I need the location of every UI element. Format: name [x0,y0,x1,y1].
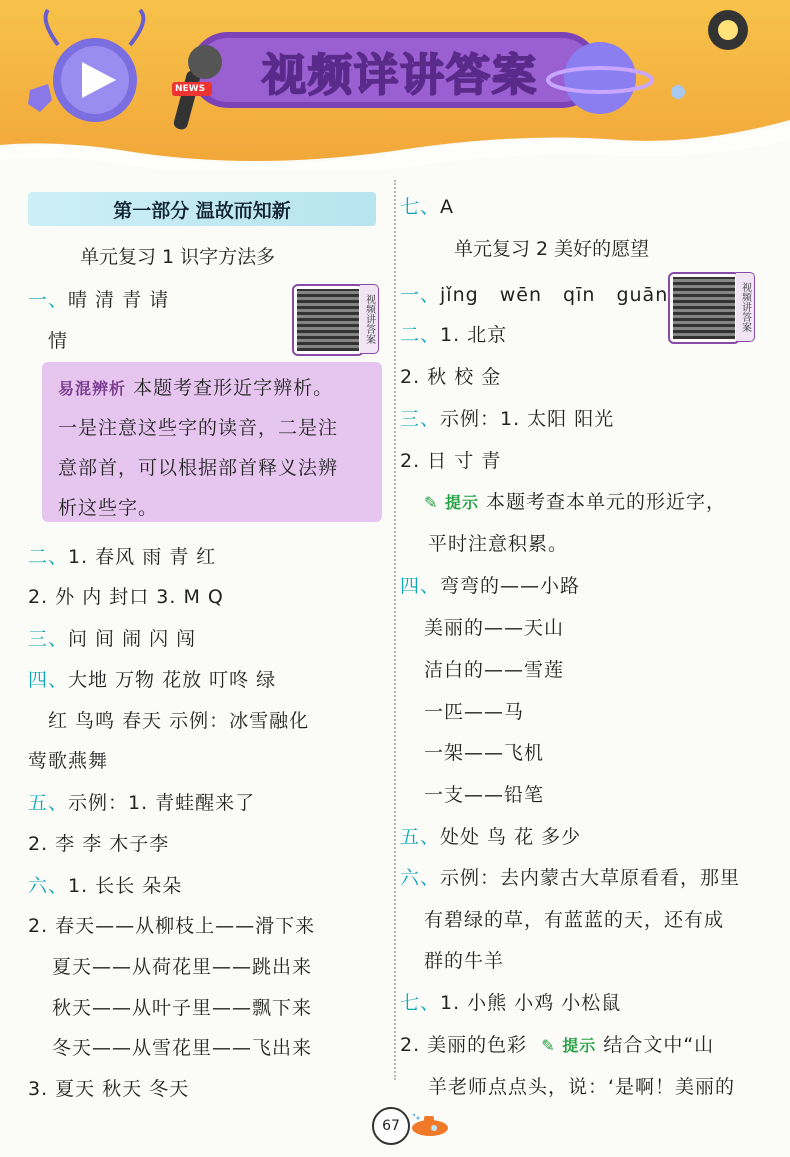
r-q4-e: 一架——飞机 [424,742,545,764]
tip-line-1 [58,373,333,400]
q5-line [28,788,255,815]
q6-d: 秋天——从叶子里——飘下来 [52,997,313,1019]
r-q1-number: 一、 [400,284,441,306]
q2-number: 二、 [28,546,69,568]
prev-q7-line [400,192,454,219]
hint1-label-text: 提示 [444,493,479,512]
r-q4-answer: 弯弯的——小路 [440,575,581,597]
q2-answer: 1. 春风 雨 青 红 [68,546,217,568]
r-q5-answer: 处处 鸟 花 多少 [440,826,582,848]
q4-number: 四、 [28,669,69,691]
r-q3-line [400,404,614,431]
q1-cont: 情 [48,330,69,352]
qr-caption-left: 视频讲答案 [360,284,379,354]
hint2-label: ✎ 提示 [541,1036,597,1055]
tip-line-3: 意部首，可以根据部首释义法辨 [58,457,339,479]
unit-title-2: 单元复习 2 美好的愿望 [454,238,650,260]
r-q6-line [400,863,740,890]
r-q6-number: 六、 [400,867,441,889]
r-q3-number: 三、 [400,408,441,430]
r-q4-c: 洁白的——雪莲 [424,659,565,681]
r-q7-answer: 1. 小熊 小鸡 小松鼠 [440,992,622,1014]
q4-answer: 大地 万物 花放 叮咚 绿 [68,669,277,691]
unit-title-1: 单元复习 1 识字方法多 [80,246,276,268]
r-q2-answer: 1. 北京 [440,324,508,346]
submarine-icon [406,1112,450,1138]
r-q5-number: 五、 [400,826,441,848]
q2-line [28,542,216,569]
section-title: 第一部分 温故而知新 [28,192,376,226]
qr-pattern [673,277,735,339]
tip-text-1: 本题考查形近字辨析。 [133,377,334,399]
q4-line [28,665,276,692]
page-number: 67 [372,1107,410,1145]
r-q6-c: 群的牛羊 [424,950,505,972]
qr-code-right[interactable] [668,272,740,344]
column-divider [394,180,396,1080]
r-q7-line [400,988,621,1015]
qr-caption-right: 视频讲答案 [736,272,755,342]
hint1-label: ✎ 提示 [424,493,479,512]
r-q2-line [400,320,507,347]
hint1-line-2: 平时注意积累。 [428,533,569,555]
r-q5-line [400,822,581,849]
r-q7-b: 2. 美丽的色彩 [400,1034,528,1056]
q1-answer: 晴 清 青 请 [68,289,170,311]
hint2-label-text: 提示 [562,1036,597,1055]
r-q6-b: 有碧绿的草，有蓝蓝的天，还有成 [424,909,725,931]
r-q7-c: 羊老师点点头，说：‘是啊！美丽的 [428,1076,736,1098]
r-q2-number: 二、 [400,324,441,346]
r-q4-number: 四、 [400,575,441,597]
prev-q7-answer: A [440,196,455,218]
banner-title: 视频详讲答案 [262,50,538,101]
q6-b: 2. 春天——从柳枝上——滑下来 [28,915,316,937]
hint2-text: 结合文中“山 [603,1034,715,1056]
r-q1-answer: jǐng wēn qīn guān [440,284,669,306]
q6-number: 六、 [28,875,69,897]
tip-line-2: 一是注意这些字的读音，二是注 [58,417,339,439]
r-q1-line [400,280,668,307]
q5-answer: 示例：1. 青蛙醒来了 [68,792,256,814]
r-q2-b: 2. 秋 校 金 [400,366,502,388]
news-badge: NEWS [175,84,206,94]
r-q4-f: 一支——铅笔 [424,784,545,806]
r-q3-b: 2. 日 寸 青 [400,450,502,472]
hint1-text: 本题考查本单元的形近字， [486,491,727,513]
r-q3-answer: 示例：1. 太阳 阳光 [440,408,615,430]
q3-line [28,624,196,651]
q1-number: 一、 [28,289,69,311]
r-q4-b: 美丽的——天山 [424,617,565,639]
q6-f: 3. 夏天 秋天 冬天 [28,1078,190,1100]
prev-q7-number: 七、 [400,196,441,218]
q6-line [28,871,182,898]
q4-b: 红 鸟鸣 春天 示例：冰雪融化 [48,710,310,732]
r-q7-number: 七、 [400,992,441,1014]
qr-pattern [297,289,359,351]
q3-number: 三、 [28,628,69,650]
r-q7-b-line [400,1030,714,1057]
r-q4-line [400,571,580,598]
tip-label: 易混辨析 [58,379,127,398]
tip-line-4: 析这些字。 [58,497,159,519]
r-q4-d: 一匹——马 [424,701,525,723]
q6-answer: 1. 长长 朵朵 [68,875,183,897]
hint1-line [424,487,726,514]
q6-c: 夏天——从荷花里——跳出来 [52,956,313,978]
qr-code-left[interactable] [292,284,364,356]
q3-answer: 问 间 闹 闪 闯 [68,628,197,650]
q2-b: 2. 外 内 封口 3. M Q [28,586,224,608]
q5-b: 2. 李 李 木子李 [28,833,170,855]
q5-number: 五、 [28,792,69,814]
r-q6-answer: 示例：去内蒙古大草原看看，那里 [440,867,741,889]
q6-e: 冬天——从雪花里——飞出来 [52,1037,313,1059]
q4-c: 莺歌燕舞 [28,750,109,772]
q1-line [28,285,169,312]
